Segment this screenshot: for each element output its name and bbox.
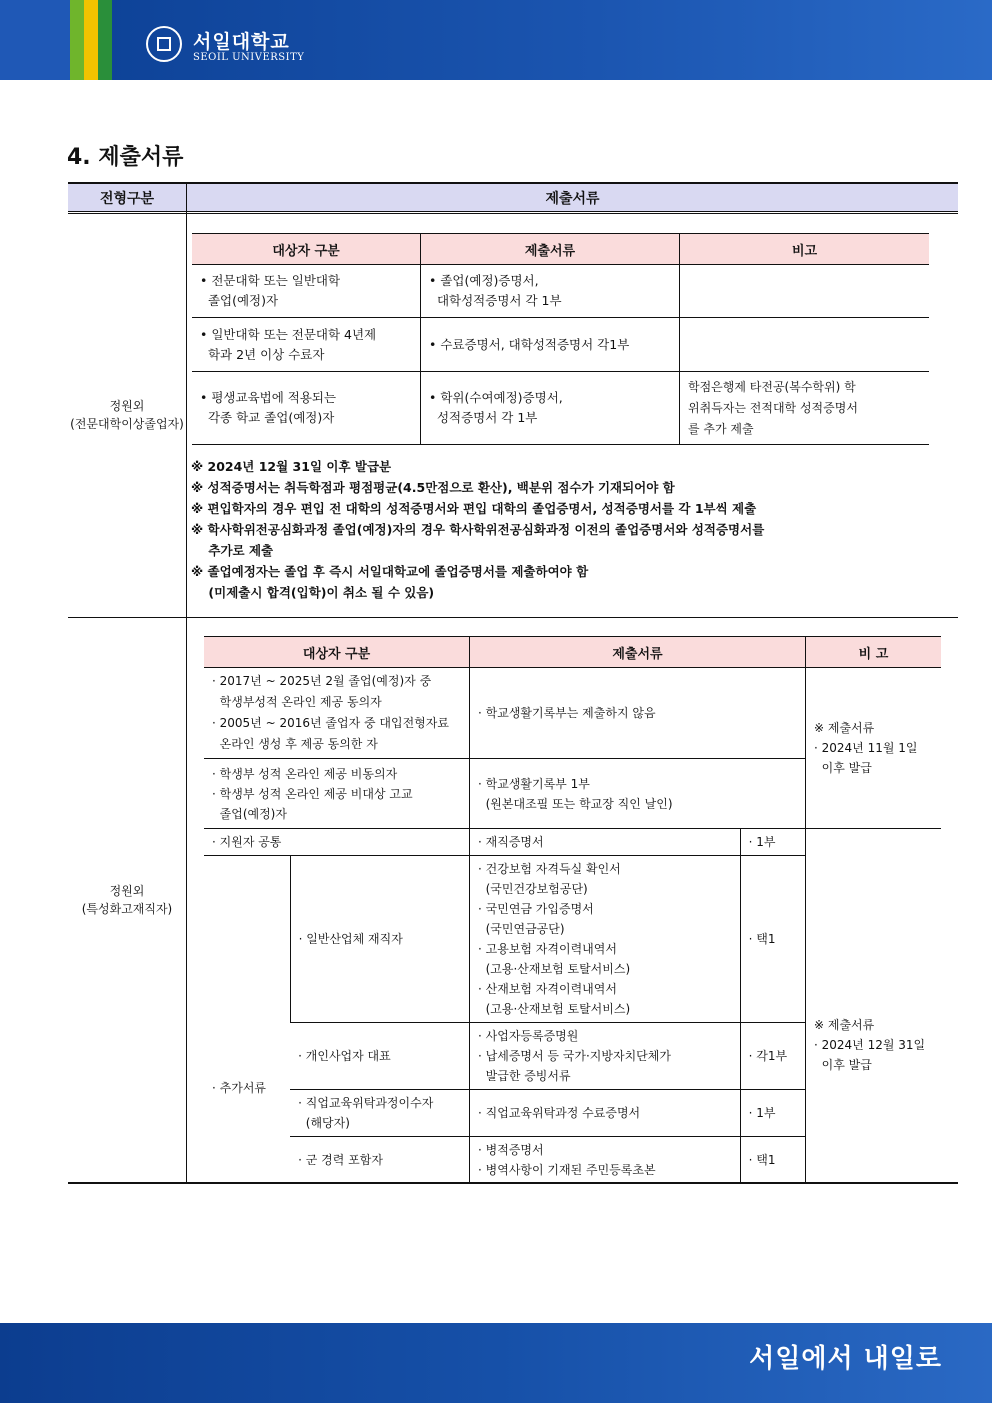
table-row: • 전문대학 또는 일반대학 졸업(예정)자 • 졸업(예정)증명서, 대학성적증명서 각 1부 — [192, 265, 929, 318]
group1-table — [192, 233, 929, 445]
g1-th-target: 대상자 구분 — [192, 234, 421, 265]
header-stripe-darkgreen — [98, 0, 112, 80]
col-header-category: 전형구분 — [68, 184, 186, 212]
group2-table — [204, 636, 941, 1184]
table-row: • 평생교육법에 적용되는 각종 학교 졸업(예정)자 • 학위(수여예정)증명서, 성적증명서 각 1부 학점은행제 타전공(복수학위) 학 위취득자는 전적대학 성적증명서 를 추가 제출 — [192, 372, 929, 445]
table-row: · 개인사업자 대표 · 사업자등록증명원 · 납세증명서 등 국가·지방자치단체가 발급한 증빙서류 · 각1부 — [204, 1023, 941, 1090]
header-stripe-blue — [0, 0, 70, 80]
table-row: · 2017년 ~ 2025년 2월 졸업(예정)자 중 학생부성적 온라인 제공 동의자 · 2005년 ~ 2016년 졸업자 중 대입전형자료 온라인 생성 후 제공 동의한 자 · 학교생활기록부는 제출하지 않음 ※ 제출서류 · 2024년 11월 1일 이후 발급 — [204, 668, 941, 759]
g2-th-note: 비 고 — [806, 637, 942, 668]
col-header-documents: 제출서류 — [187, 184, 958, 212]
g1-th-docs: 제출서류 — [421, 234, 680, 265]
group2-label: 정원외 (특성화고재직자) — [81, 884, 173, 916]
g1-th-note: 비고 — [680, 234, 930, 265]
university-seal-icon — [146, 26, 182, 62]
logo-korean: 서일대학교 — [193, 31, 290, 53]
table-row: · 추가서류 · 일반산업체 재직자 · 건강보험 자격득실 확인서 (국민건강보험공단) · 국민연금 가입증명서 (국민연금공단) · 고용보험 자격이력내역서 (고용·산재보험 토탈서비스) · 산재보험 자격이력내역서 (고용·산재보험 토탈서비스) · 택1 — [204, 856, 941, 1023]
footer-slogan: 서일에서 내일로 — [749, 1344, 942, 1374]
table-row: · 군 경력 포함자 · 병적증명서 · 병역사항이 기재된 주민등록초본 · 택1 — [204, 1137, 941, 1184]
header-stripe-green — [70, 0, 84, 80]
header-stripe-yellow — [84, 0, 98, 80]
logo-english: SEOIL UNIVERSITY — [193, 52, 305, 63]
table-row: · 학생부 성적 온라인 제공 비동의자 · 학생부 성적 온라인 제공 비대상 고교 졸업(예정)자 · 학교생활기록부 1부 (원본대조필 또는 학교장 직인 날인) — [204, 759, 941, 829]
submission-documents-table — [68, 182, 958, 1184]
g2-th-docs: 제출서류 — [470, 637, 806, 668]
group1-label: 정원외 (전문대학이상졸업자) — [70, 399, 184, 431]
table-row: · 지원자 공통 · 재직증명서 · 1부 ※ 제출서류 · 2024년 12월 31일 이후 발급 — [204, 829, 941, 856]
table-row: · 직업교육위탁과정이수자 (해당자) · 직업교육위탁과정 수료증명서 · 1부 — [204, 1090, 941, 1137]
g2-th-target: 대상자 구분 — [204, 637, 470, 668]
table-row: • 일반대학 또는 전문대학 4년제 학과 2년 이상 수료자 • 수료증명서, 대학성적증명서 각1부 — [192, 318, 929, 372]
group1-notes: ※ 2024년 12월 31일 이후 발급분 ※ 성적증명서는 취득학점과 평점평균(4.5만점으로 환산), 백분위 점수가 기재되어야 함 ※ 편입학자의 경우 편입 전 대학의 성적증명서와 편입 대학의 졸업증명서, 성적증명서를 각 1부씩 제출 ※ 학사학위전공심화과정 졸업(예정)자의 경우 학사학위전공심화과정 이전의 졸업증명서와 성적증명서를 추가로 제출 ※ 졸업예정자는 졸업 후 즉시 서일대학교에 졸업증명서를 제출하여야 함 (미제출시 합격(입학)이 취소 될 수 있음) — [191, 459, 765, 600]
section-title: 4. 제출서류 — [67, 145, 184, 170]
